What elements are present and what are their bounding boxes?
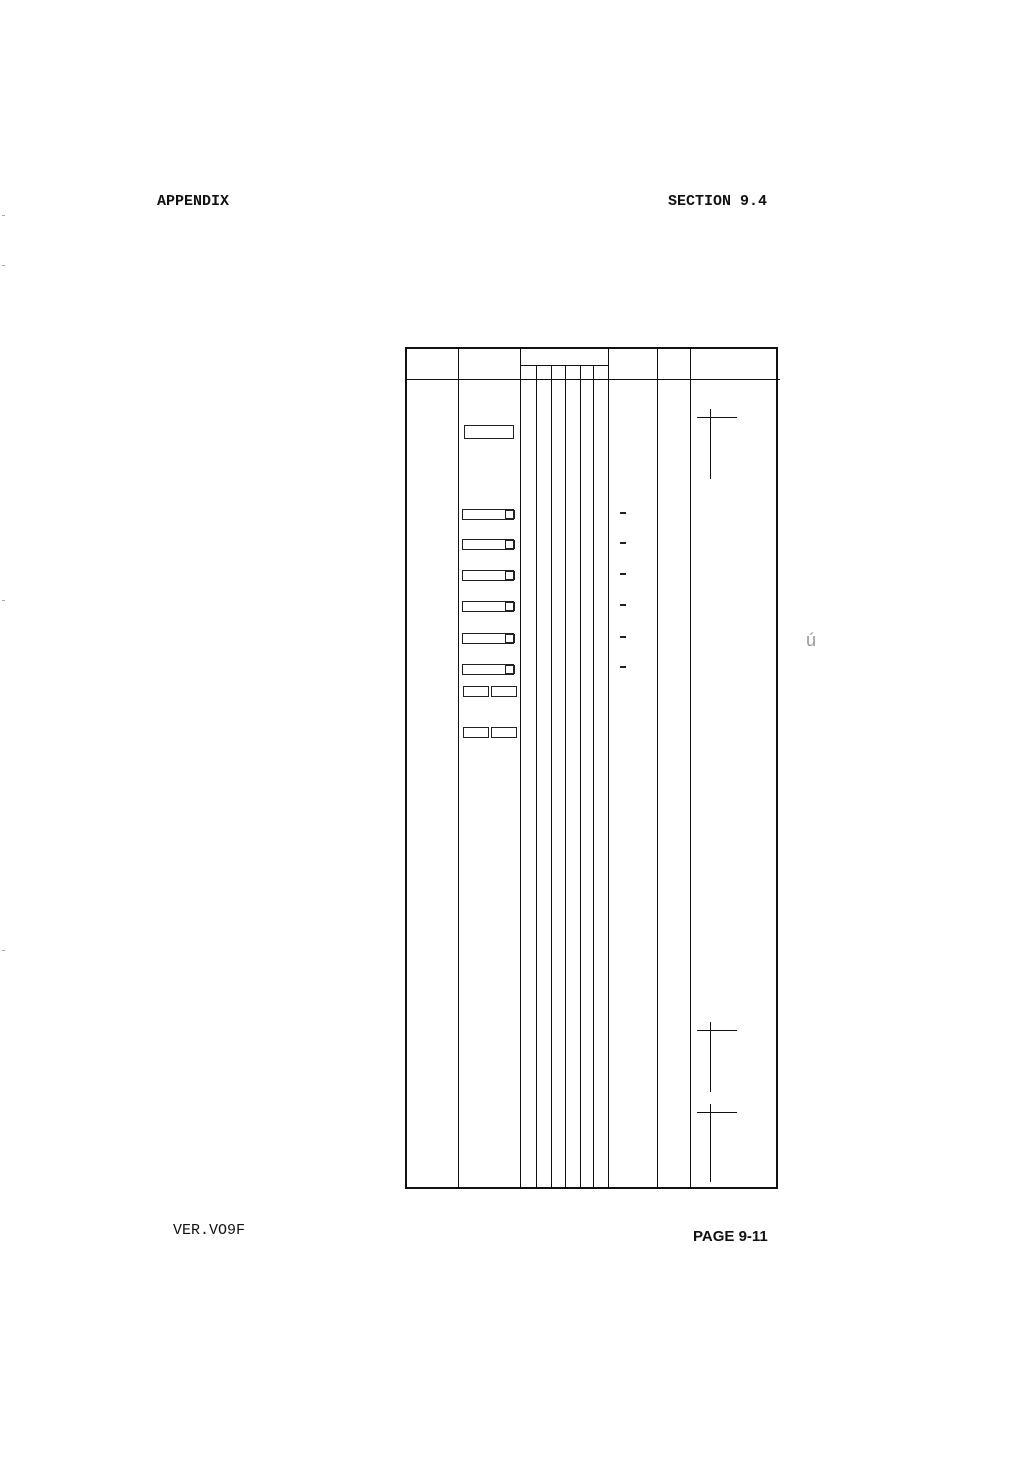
scan-tick — [2, 215, 5, 216]
opcode-box — [620, 542, 626, 544]
column-rule — [593, 365, 594, 1187]
column-rule — [565, 365, 566, 1187]
column-rule — [690, 349, 691, 1187]
opcode-box — [620, 512, 626, 514]
lookup-rule — [710, 1022, 711, 1092]
lookup-rule — [710, 1104, 711, 1182]
rlc-diagram — [464, 425, 514, 439]
header-right: SECTION 9.4 — [668, 193, 768, 210]
opcode-box — [620, 573, 626, 575]
lookup-rule — [697, 417, 737, 418]
digit-rotate-diagram — [491, 686, 517, 697]
opcode-box — [620, 604, 626, 606]
footer-right: PAGE 9-11 — [693, 1228, 768, 1245]
opcode-box — [620, 666, 626, 668]
opcode-box — [620, 636, 626, 638]
scan-tick — [2, 950, 5, 951]
column-rule — [608, 349, 609, 1187]
lookup-rule — [710, 409, 711, 479]
column-rule — [551, 365, 552, 1187]
column-rule — [458, 349, 459, 1187]
lookup-rule — [697, 1112, 737, 1113]
lookup-rule — [697, 1030, 737, 1031]
scan-tick — [2, 600, 5, 601]
header-rule — [520, 365, 608, 366]
carry-box — [505, 634, 515, 643]
footer-left: VER.VO9F — [173, 1222, 246, 1239]
column-rule — [657, 349, 658, 1187]
column-rule — [580, 365, 581, 1187]
margin-mark: ú — [806, 630, 817, 650]
column-rule — [520, 349, 521, 1187]
header-rule — [407, 379, 780, 380]
column-rule — [536, 365, 537, 1187]
header-left: APPENDIX — [157, 193, 230, 210]
scan-tick — [2, 265, 5, 266]
digit-rotate-diagram — [491, 727, 517, 738]
carry-box — [505, 540, 515, 549]
digit-rotate-diagram — [463, 686, 489, 697]
instruction-table — [405, 347, 778, 1189]
carry-box — [505, 571, 515, 580]
carry-box — [505, 510, 515, 519]
carry-box — [505, 665, 515, 674]
digit-rotate-diagram — [463, 727, 489, 738]
carry-box — [505, 602, 515, 611]
